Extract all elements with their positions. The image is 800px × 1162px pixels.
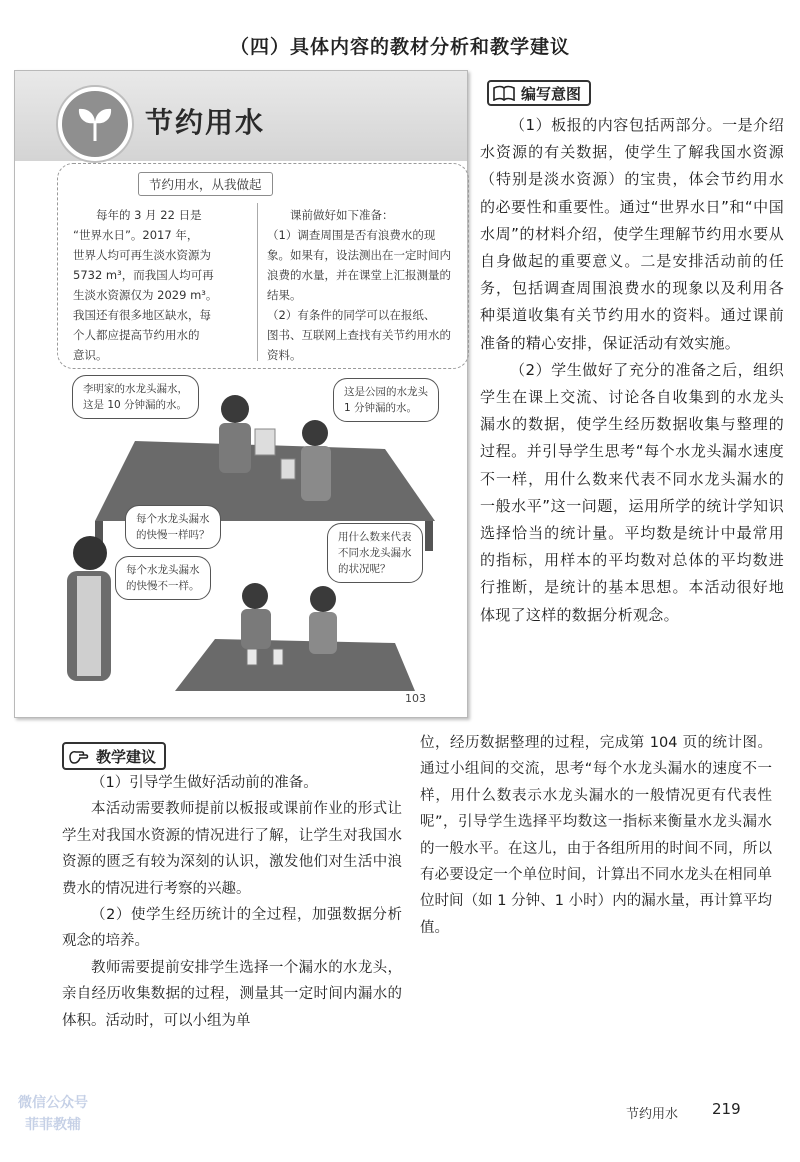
board-line: “世界水日”。2017 年， [73, 228, 199, 242]
watermark-line: 菲菲教辅 [25, 1117, 81, 1133]
board-left-column [73, 205, 249, 365]
board-line: 浪费的水量，并在课堂上汇报测量的 [267, 268, 451, 282]
textbook-page-number: 103 [405, 692, 426, 705]
suggestion-paragraph: （2）使学生经历统计的全过程，加强数据分析观念的培养。 [62, 907, 402, 950]
intent-paragraph: （2）学生做好了充分的准备之后，组织学生在课上交流、讨论各自收集到的水龙头漏水的数据，使学生经历数据收集与整理的过程。并引导学生思考“每个水龙头漏水速度不一样，用什么数来代表不同水龙头漏水的一般水平”这一问题，运用所学的统计学知识选择恰当的统计量。平均数是统计中最常用的指标，用样本的平均数对总体的平均数进行推断，是统计的基本思想。本活动很好地体现了这样的数据分析观念。 [480, 360, 784, 624]
suggestion-paragraph: 位，经历数据整理的过程，完成第 104 页的统计图。通过小组间的交流，思考“每个水龙头漏水的速度不一样，用什么数表示水龙头漏水的一般情况更有代表性呢”，引导学生选择平均数这一指标来衡量水龙头漏水的一般水平。在这儿，由于各组所用的时间不同，所以有必要设定一个单位时间，计算出不同水龙头在相同单位时间（如 1 分钟、1 小时）内的漏水量，再计算平均值。 [420, 735, 772, 936]
hand-pointer-icon [68, 747, 90, 765]
watermark-line: 微信公众号 [18, 1095, 88, 1111]
board-right-column [267, 205, 463, 365]
suggestions-right-text [420, 730, 772, 941]
intent-paragraph: （1）板报的内容包括两部分。一是介绍水资源的有关数据，使学生了解我国水资源（特别是淡水资源）的宝贵，体会节约用水的必要性和重要性。通过“世界水日”和“中国水周”的材料介绍，使学生理解节约用水要从自身做起的重要意义。二是安排活动前的任务，包括调查周围浪费水的现象以及利用各种渠道收集有关节约用水的资料。通过课前准备的精心安排，保证活动有效实施。 [480, 116, 784, 352]
intent-heading [487, 80, 591, 106]
board-line: 资料。 [267, 348, 302, 362]
intent-text [480, 112, 784, 629]
board-line: 每年的 3 月 22 日是 [96, 208, 202, 222]
board-title: 节约用水，从我做起 [138, 172, 273, 196]
suggestions-left-text [62, 770, 402, 1034]
board-line: 5732 m³，而我国人均可再 [73, 268, 214, 282]
board-line: 意识。 [73, 348, 108, 362]
speech-bubble: 李明家的水龙头漏水， 这是 10 分钟漏的水。 [72, 375, 199, 419]
watermark [18, 1092, 88, 1136]
board-divider [257, 203, 258, 361]
board-line: 我国还有很多地区缺水，每 [73, 308, 211, 322]
suggestions-label: 教学建议 [96, 747, 157, 766]
board-line: 生淡水资源仅为 2029 m³。 [73, 288, 218, 302]
speech-bubble: 这是公园的水龙头 1 分钟漏的水。 [333, 378, 439, 422]
board-line: 结果。 [267, 288, 302, 302]
footer-chapter: 节约用水 [626, 1107, 679, 1122]
board-line: 个人都应提高节约用水的 [73, 328, 200, 342]
board-line: （2）有条件的同学可以在报纸、 [267, 308, 436, 322]
speech-bubble: 用什么数来代表 不同水龙头漏水 的状况呢？ [327, 523, 423, 583]
board-line: 世界人均可再生淡水资源为 [73, 248, 211, 262]
board-line: 图书、互联网上查找有关节约用水的 [267, 328, 451, 342]
board-line: 课前做好如下准备： [290, 208, 394, 222]
suggestion-paragraph: 教师需要提前安排学生选择一个漏水的水龙头，亲自经历收集数据的过程，测量其一定时间内漏水的体积。活动时，可以小组为单 [62, 959, 402, 1029]
board-line: （1）调查周围是否有浪费水的现 [267, 228, 436, 242]
leaf-icon [58, 87, 132, 161]
textbook-page [14, 70, 468, 718]
book-icon [493, 85, 515, 101]
suggestions-heading [62, 742, 166, 770]
lesson-title: 节约用水 [145, 106, 266, 139]
suggestion-paragraph: （1）引导学生做好活动前的准备。 [91, 775, 318, 791]
speech-bubble: 每个水龙头漏水 的快慢不一样。 [115, 556, 211, 600]
suggestion-paragraph: 本活动需要教师提前以板报或课前作业的形式让学生对我国水资源的情况进行了解，让学生对我国水资源的匮乏有较为深刻的认识，激发他们对生活中浪费水的情况进行考察的兴趣。 [62, 801, 402, 897]
intent-label: 编写意图 [521, 84, 582, 103]
section-heading: （四）具体内容的教材分析和教学建议 [229, 36, 570, 58]
speech-bubble: 每个水龙头漏水 的快慢一样吗？ [125, 505, 221, 549]
footer-page-number: 219 [712, 1100, 741, 1118]
board-line: 象。如果有，设法测出在一定时间内 [267, 248, 451, 262]
